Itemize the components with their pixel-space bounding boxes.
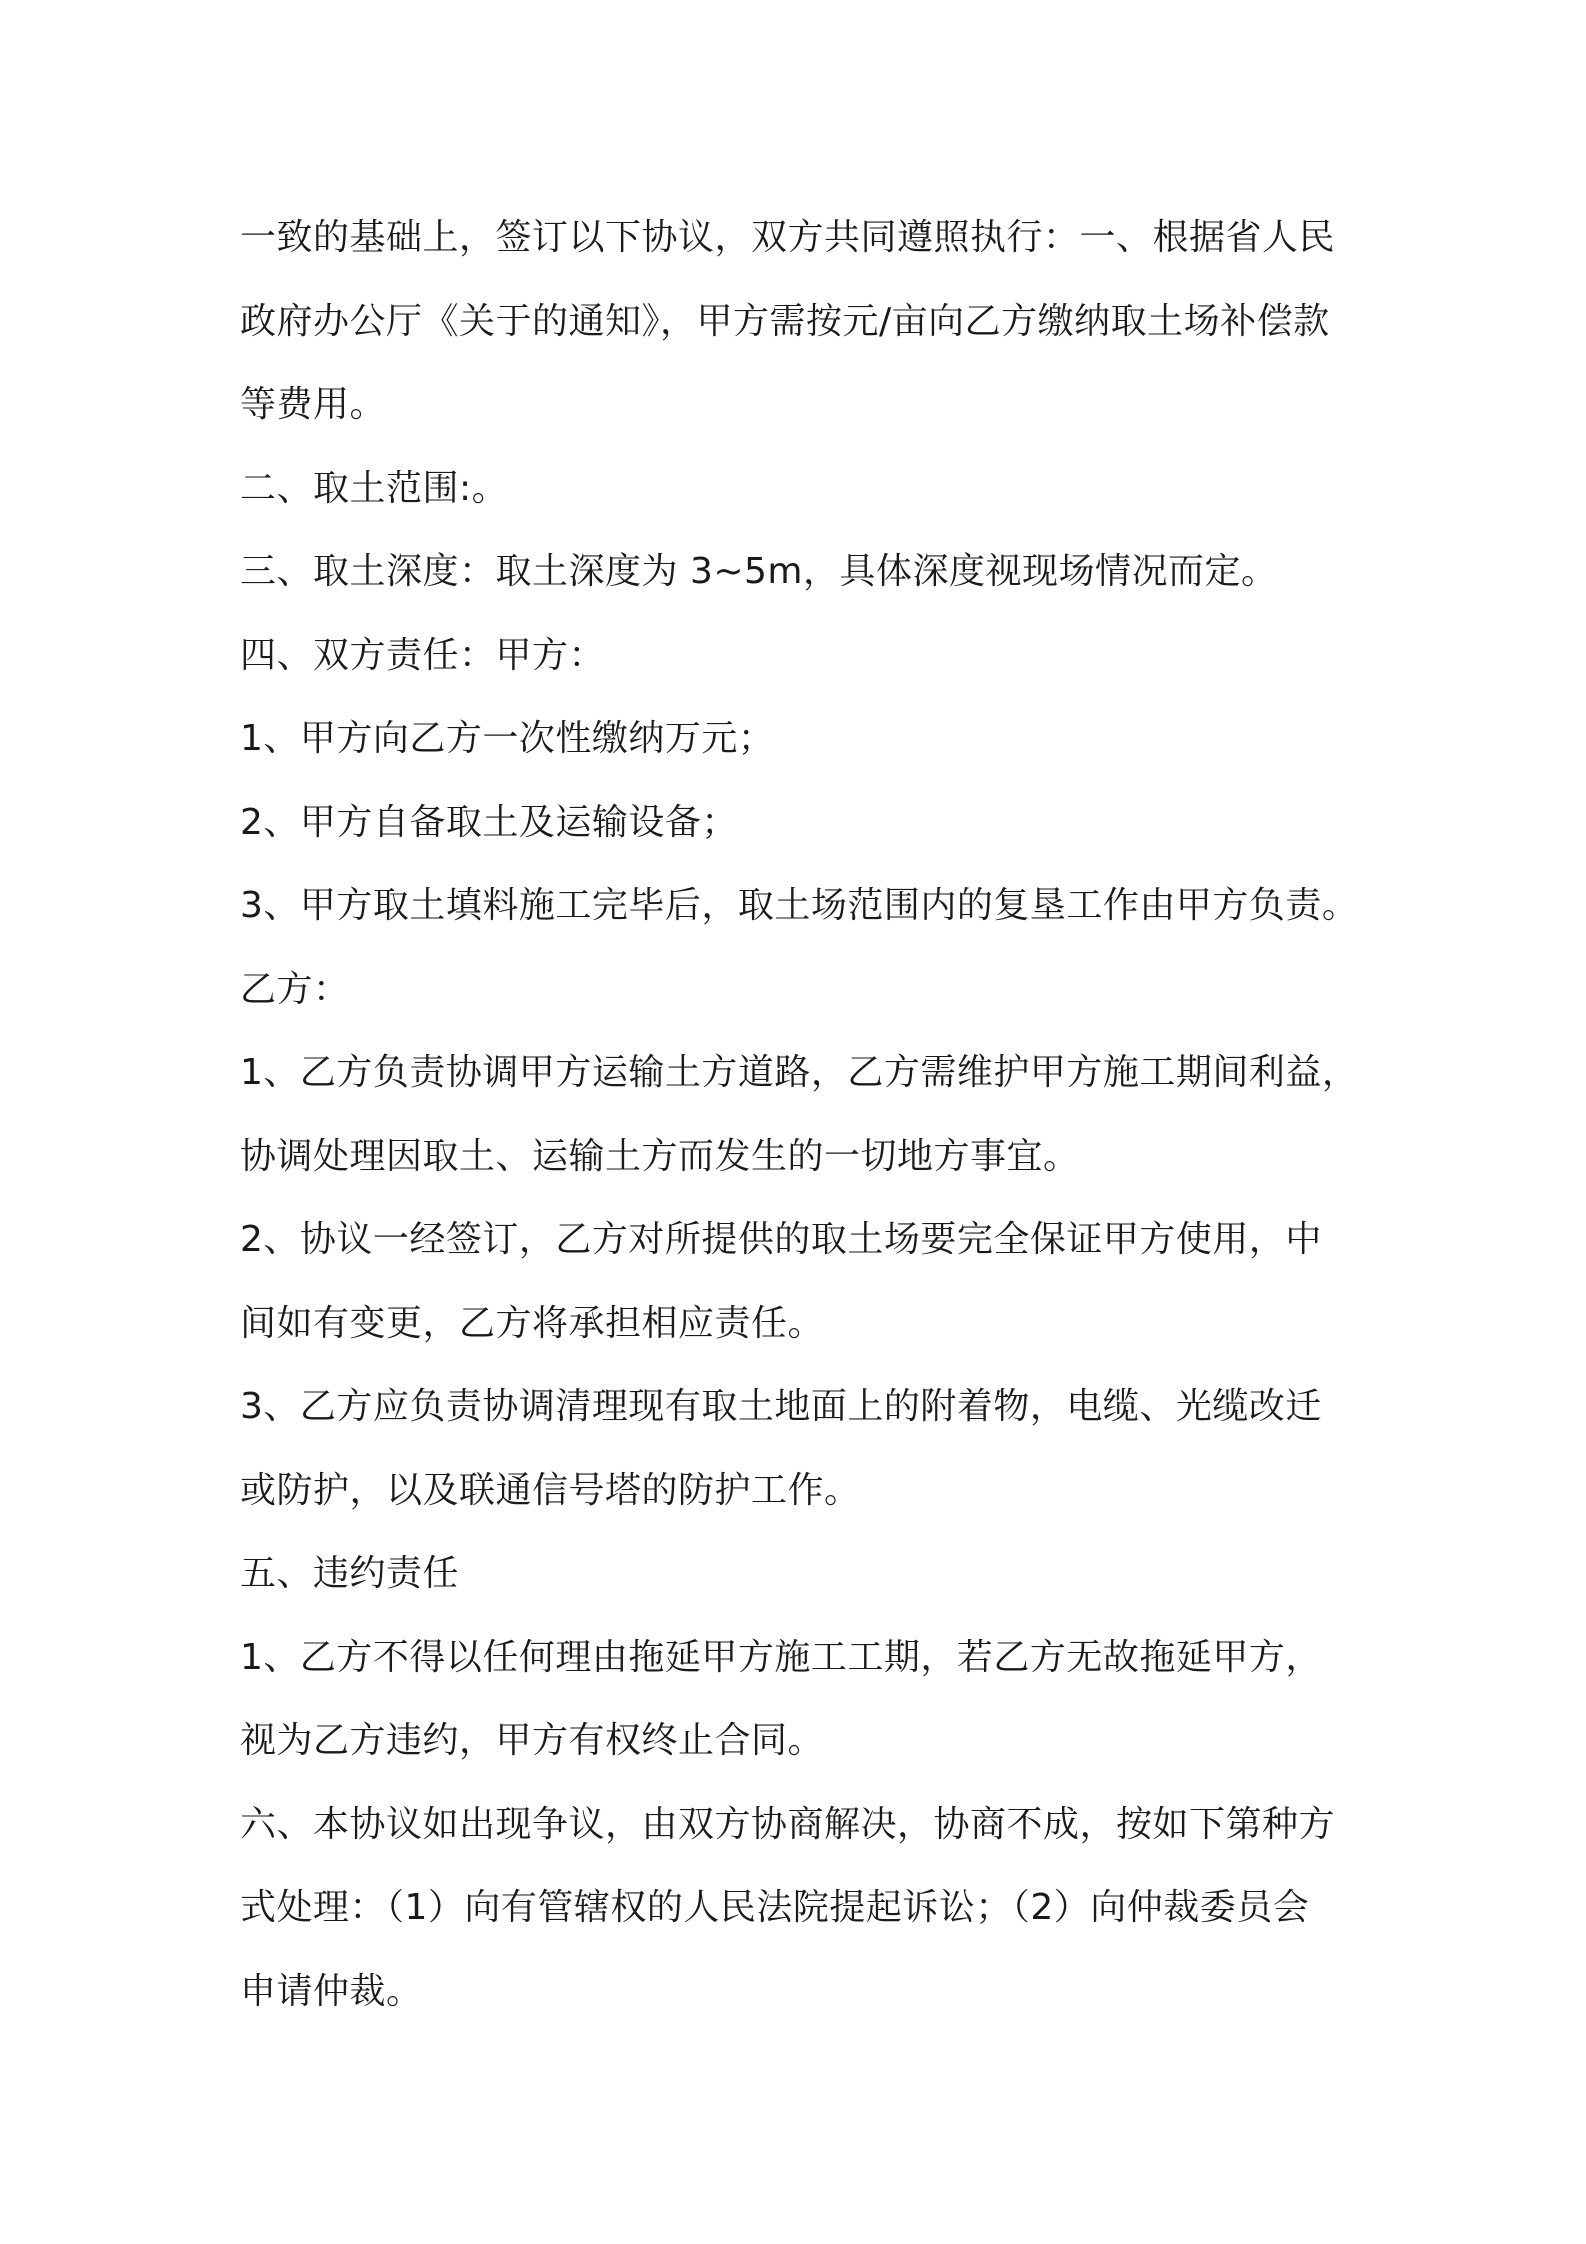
section-heading: 四、双方责任：甲方：	[240, 634, 606, 676]
list-item: 1、乙方负责协调甲方运输土方道路，乙方需维护甲方施工期间利益，	[240, 1052, 1359, 1093]
text-line: 申请仲裁。	[240, 1970, 423, 2012]
text-line: 政府办公厅《关于的通知》，甲方需按元/亩向乙方缴纳取土场补偿款	[240, 300, 1330, 342]
text-line: 协调处理因取土、运输土方而发生的一切地方事宜。	[240, 1135, 1080, 1177]
list-item: 3、甲方取土填料施工完毕后，取土场范围内的复垦工作由甲方负责。	[240, 885, 1359, 926]
party-label: 乙方：	[240, 968, 350, 1010]
list-item: 2、甲方自备取土及运输设备；	[240, 801, 738, 843]
text-line: 间如有变更，乙方将承担相应责任。	[240, 1302, 825, 1344]
section-heading: 六、本协议如出现争议，由双方协商解决，协商不成，按如下第种方	[240, 1803, 1336, 1845]
text-line: 式处理：（1）向有管辖权的人民法院提起诉讼；（2）向仲裁委员会	[240, 1887, 1310, 1928]
list-item: 1、甲方向乙方一次性缴纳万元；	[240, 718, 775, 759]
list-item: 3、乙方应负责协调清理现有取土地面上的附着物，电缆、光缆改迁	[240, 1386, 1322, 1427]
section-heading: 三、取土深度：取土深度为 3~5m，具体深度视现场情况而定。	[240, 551, 1278, 592]
text-line: 一致的基础上，签订以下协议，双方共同遵照执行：一、根据省人民	[240, 217, 1336, 258]
text-line: 等费用。	[240, 384, 387, 425]
text-line: 或防护，以及联通信号塔的防护工作。	[240, 1469, 861, 1511]
text-line: 视为乙方违约，甲方有权终止合同。	[240, 1720, 825, 1761]
document-page	[240, 196, 1360, 2033]
section-heading: 五、违约责任	[240, 1553, 460, 1594]
list-item: 1、乙方不得以任何理由拖延甲方施工工期，若乙方无故拖延甲方，	[240, 1636, 1322, 1678]
section-heading: 二、取土范围:。	[240, 467, 509, 509]
list-item: 2、协议一经签订，乙方对所提供的取土场要完全保证甲方使用，中	[240, 1219, 1322, 1260]
